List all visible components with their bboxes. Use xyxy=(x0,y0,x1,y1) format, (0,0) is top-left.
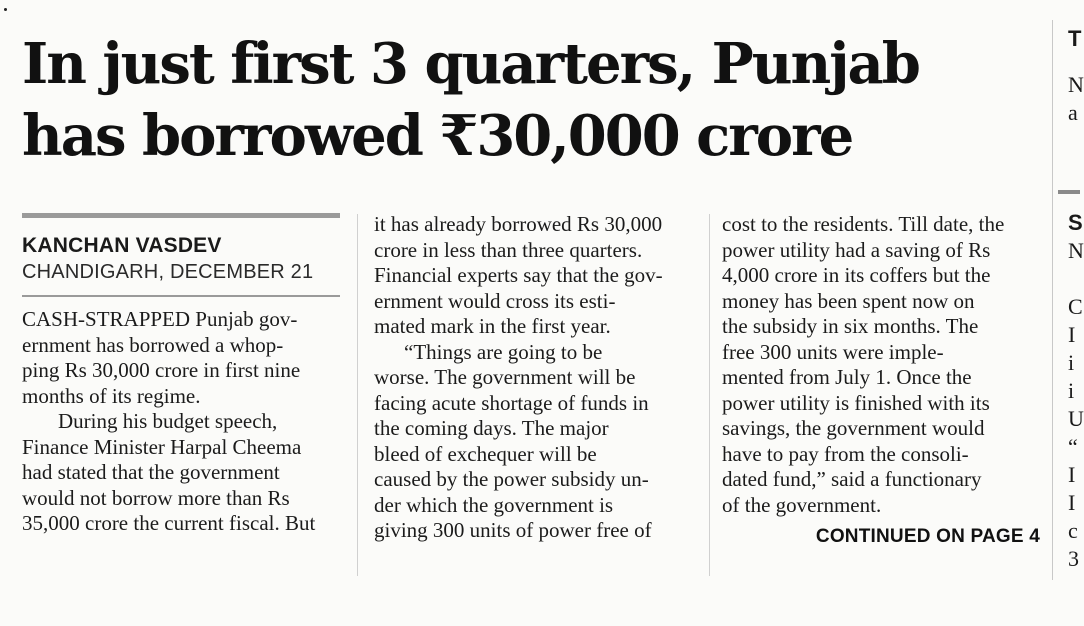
article-headline xyxy=(22,28,1042,172)
text-line: had stated that the government xyxy=(22,460,280,484)
adjacent-text-fragment: i xyxy=(1068,350,1075,375)
text-line: money has been spent now on xyxy=(722,288,975,313)
text-line: 35,000 crore the current fiscal. But xyxy=(22,511,316,535)
text-line: ping Rs 30,000 crore in first nine xyxy=(22,358,301,382)
text-line: “Things are going to be xyxy=(404,339,603,364)
text-line: crore in less than three quarters. xyxy=(374,237,643,262)
text-line: ernment has borrowed a whop- xyxy=(22,332,284,357)
headline-line: has borrowed ₹30,000 crore xyxy=(22,103,853,169)
byline-author: KANCHAN VASDEV xyxy=(22,234,222,257)
text-line: it has already borrowed Rs 30,000 xyxy=(374,212,663,236)
text-line: would not borrow more than Rs xyxy=(22,485,290,510)
text-line: bleed of exchequer will be xyxy=(374,441,597,466)
article-column-3 xyxy=(722,212,1044,550)
column-divider xyxy=(1052,20,1053,580)
text-line: worse. The government will be xyxy=(374,365,636,389)
text-line: facing acute shortage of funds in xyxy=(374,390,649,415)
text-line: the subsidy in six months. The xyxy=(722,314,979,338)
text-line: 4,000 crore in its coffers but the xyxy=(722,263,991,287)
text-line: During his budget speech, xyxy=(58,409,278,433)
byline-top-rule xyxy=(22,213,340,218)
text-line: Finance Minister Harpal Cheema xyxy=(22,434,302,459)
adjacent-text-fragment: N xyxy=(1068,72,1084,97)
adjacent-text-fragment: N xyxy=(1068,238,1084,263)
text-line: have to pay from the consoli- xyxy=(722,441,969,466)
text-line: mated mark in the first year. xyxy=(374,314,611,338)
adjacent-text-fragment: i xyxy=(1068,378,1075,403)
adjacent-rule xyxy=(1058,190,1080,194)
adjacent-text-fragment: “ xyxy=(1068,434,1078,459)
adjacent-text-fragment: a xyxy=(1068,100,1078,125)
headline-line: In just first 3 quarters, Punjab xyxy=(22,31,919,97)
text-line: months of its regime. xyxy=(22,383,201,408)
column-divider xyxy=(357,214,358,576)
adjacent-text-fragment: I xyxy=(1068,322,1076,347)
adjacent-text-fragment: c xyxy=(1068,518,1078,543)
column-text xyxy=(722,212,1044,518)
adjacent-text-fragment: U xyxy=(1068,406,1084,431)
continued-on-page-label: CONTINUED ON PAGE 4 xyxy=(815,526,1040,547)
ink-speck xyxy=(4,8,7,11)
text-line: savings, the government would xyxy=(722,416,985,440)
adjacent-text-fragment: I xyxy=(1068,462,1076,487)
byline-bottom-rule xyxy=(22,295,340,297)
column-text xyxy=(374,212,696,544)
text-line: caused by the power subsidy un- xyxy=(374,467,649,491)
text-line: cost to the residents. Till date, the xyxy=(722,212,1005,236)
text-line: giving 300 units of power free of xyxy=(374,518,652,542)
adjacent-text-fragment: 3 xyxy=(1068,546,1079,571)
byline-dateline: CHANDIGARH, DECEMBER 21 xyxy=(22,261,314,283)
text-line: of the government. xyxy=(722,492,882,517)
article-column-2 xyxy=(374,212,696,544)
adjacent-article-fragment xyxy=(1058,0,1084,626)
text-line: der which the government is xyxy=(374,492,614,517)
article-column-1 xyxy=(22,213,340,537)
adjacent-text-fragment: I xyxy=(1068,490,1076,515)
text-line: dated fund,” said a functionary xyxy=(722,467,982,491)
text-line: mented from July 1. Once the xyxy=(722,365,972,389)
adjacent-text-fragment: S xyxy=(1068,210,1083,235)
text-line: power utility had a saving of Rs xyxy=(722,237,991,262)
adjacent-text-fragment: T xyxy=(1068,26,1082,51)
text-line: free 300 units were imple- xyxy=(722,339,944,364)
text-line: ernment would cross its esti- xyxy=(374,288,616,313)
column-divider xyxy=(709,214,710,576)
text-line: power utility is finished with its xyxy=(722,390,990,415)
text-line: Financial experts say that the gov- xyxy=(374,263,663,287)
text-line: CASH-STRAPPED Punjab gov- xyxy=(22,307,298,331)
text-line: the coming days. The major xyxy=(374,416,609,440)
adjacent-text-fragment: C xyxy=(1068,294,1083,319)
column-text xyxy=(22,307,340,537)
